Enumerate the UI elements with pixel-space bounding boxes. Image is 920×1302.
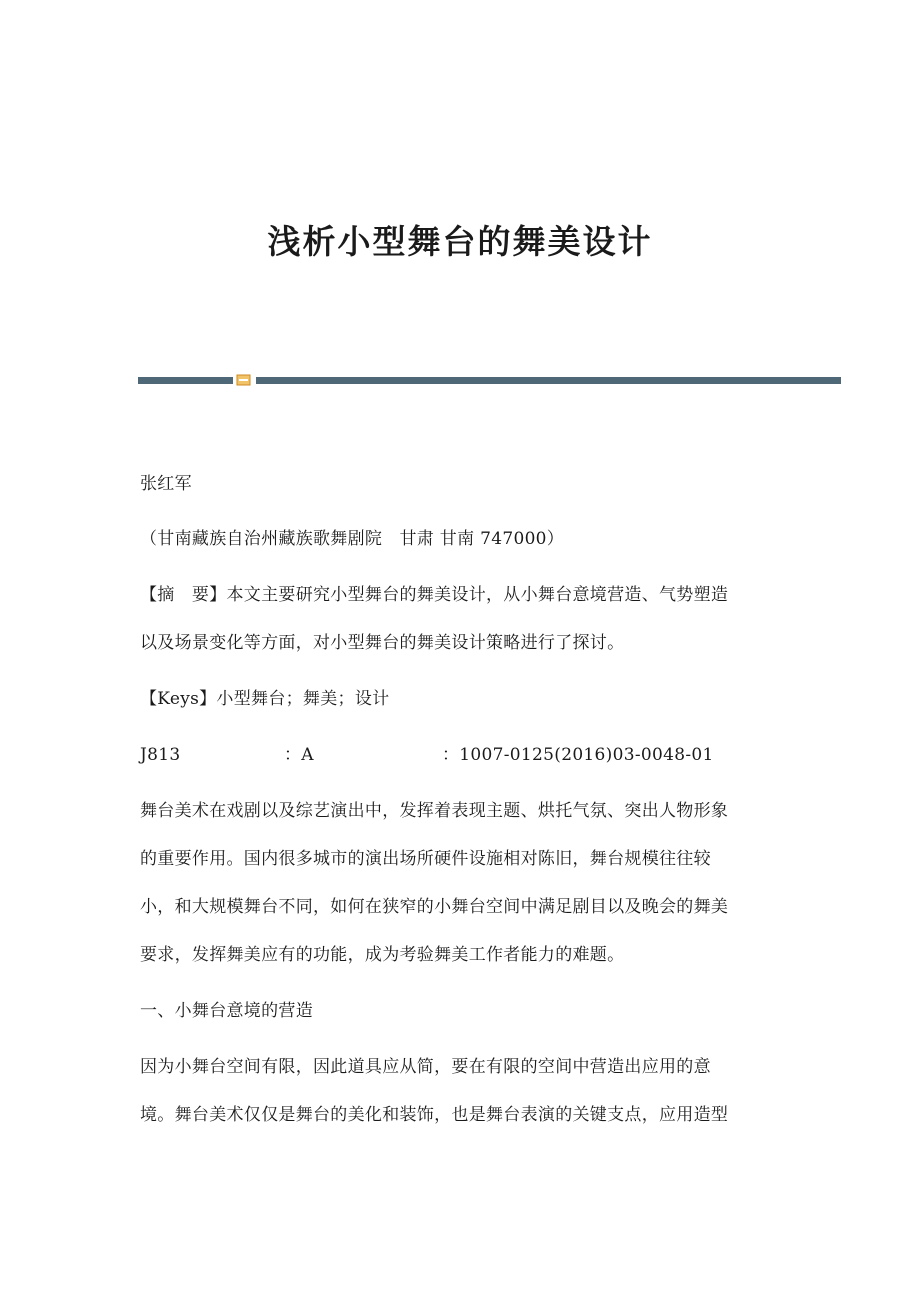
section-heading: 一、小舞台意境的营造 <box>140 1001 313 1021</box>
paragraph-2-line-1: 因为小舞台空间有限，因此道具应从简，要在有限的空间中营造出应用的意 <box>140 1057 711 1077</box>
keywords: 【Keys】小型舞台；舞美；设计 <box>140 689 390 709</box>
article-id: ：1007-0125(2016)03-0048-01 <box>442 745 714 765</box>
paragraph-1-line-4: 要求，发挥舞美应有的功能，成为考验舞美工作者能力的难题。 <box>140 945 625 965</box>
classification-row <box>140 745 800 765</box>
document-code: ：A <box>284 745 314 765</box>
affiliation: （甘南藏族自治州藏族歌舞剧院 甘肃 甘南 747000） <box>140 529 565 549</box>
clc-number: J813 <box>140 745 181 765</box>
abstract-line-2: 以及场景变化等方面，对小型舞台的舞美设计策略进行了探讨。 <box>140 633 625 653</box>
paragraph-1-line-1: 舞台美术在戏剧以及综艺演出中，发挥着表现主题、烘托气氛、突出人物形象 <box>140 801 729 821</box>
divider-ornament-icon <box>236 374 251 386</box>
paragraph-2-line-2: 境。舞台美术仅仅是舞台的美化和装饰，也是舞台表演的关键支点，应用造型 <box>140 1105 729 1125</box>
abstract-line-1: 【摘 要】本文主要研究小型舞台的舞美设计，从小舞台意境营造、气势塑造 <box>140 585 729 605</box>
paragraph-1-line-2: 的重要作用。国内很多城市的演出场所硬件设施相对陈旧，舞台规模往往较 <box>140 849 711 869</box>
divider-bar-left <box>138 377 233 384</box>
author: 张红军 <box>140 474 192 494</box>
divider-bar-right <box>256 377 841 384</box>
title-divider <box>138 374 841 386</box>
paragraph-1-line-3: 小，和大规模舞台不同，如何在狭窄的小舞台空间中满足剧目以及晚会的舞美 <box>140 897 729 917</box>
page-title: 浅析小型舞台的舞美设计 <box>267 222 653 261</box>
